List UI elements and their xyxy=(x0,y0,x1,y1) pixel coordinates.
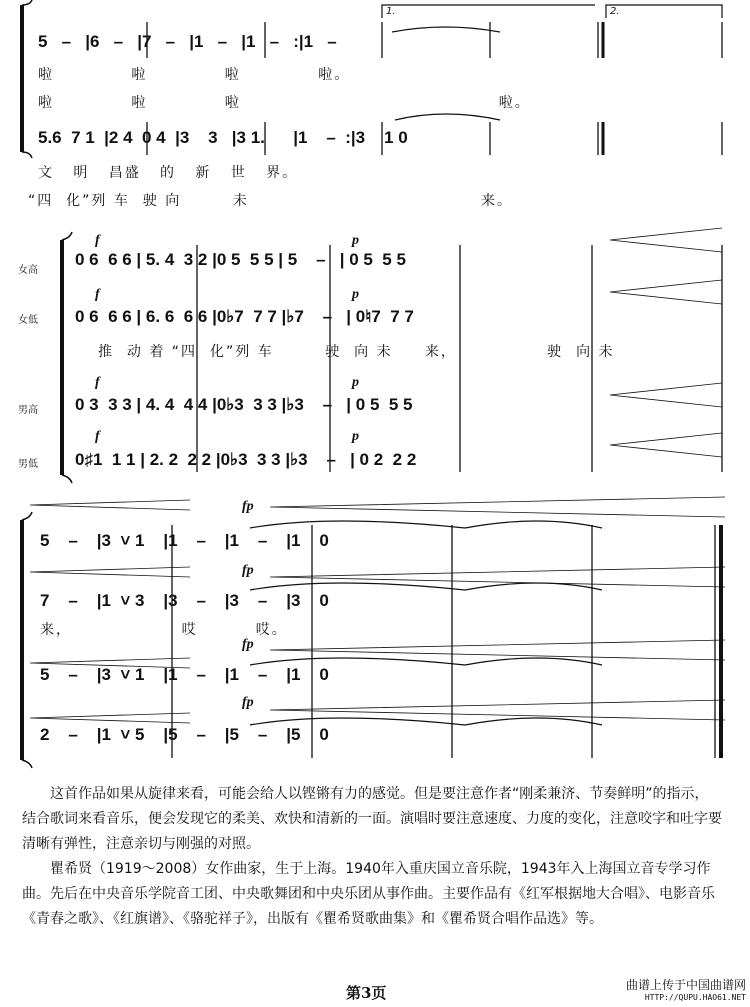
watermark-line-2: HTTP://QUPU.HAO61.NET xyxy=(644,993,746,1002)
part-label-soprano: 女高 xyxy=(18,265,38,276)
paragraph-composer-bio: 瞿希贤（1919～2008）女作曲家，生于上海。1940年入重庆国立音乐院，1943年入上海国立音专学习作曲。先后在中央音乐学院音工团、中央歌舞团和中央乐团从事作曲。主要作品有《红军根据地大合唱》、电影音乐《青春之歌》、《红旗谱》、《骆驼祥子》，出版有《瞿希贤歌曲集》和《瞿希贤合唱作品选》等。 xyxy=(22,861,715,927)
watermark-line-1: 曲谱上传于中国曲谱网 xyxy=(625,978,746,992)
bass-notes: 2 – |1 ˅ 5 |5 – |5 – |5 0 xyxy=(40,725,329,744)
commentary xyxy=(22,782,722,932)
dynamic-piano: p xyxy=(352,375,359,390)
alto-notes: 0 6 6 6 | 6. 6 6 6 |0♭7 7 7 |♭7 – | 0♮7 7 7 xyxy=(75,307,414,326)
alto-notes: 7 – |1 ˅ 3 |3 – |3 – |3 0 xyxy=(40,591,329,610)
bass-notes: 0♯1 1 1 | 2. 2 2 2 |0♭3 3 3 |♭3 – | 0 2 2 2 xyxy=(75,450,417,469)
lyric-line: 推 动 着 “四 化”列 车 驶 向 未 来， 驶 向 未 xyxy=(98,344,615,360)
watermark xyxy=(612,976,746,1002)
lyric-line: 来， 哎 哎。 xyxy=(40,622,288,638)
part-label-bass: 男低 xyxy=(18,459,38,470)
upper-voice-notes: 5 – |6 – |7 – |1 – |1 – :|1 – xyxy=(38,32,337,51)
dynamic-piano: p xyxy=(352,287,359,302)
dynamic-fp: fp xyxy=(242,563,254,578)
soprano-notes: 0 6 6 6 | 5. 4 3 2 |0 5 5 5 | 5 – | 0 5 5 5 xyxy=(75,250,406,269)
upper-lyric-verse-2: 啦 啦 啦 啦。 xyxy=(38,95,531,111)
paragraph-analysis: 这首作品如果从旋律来看，可能会给人以铿锵有力的感觉。但是要注意作者“刚柔兼济、节奏鲜明”的指示，结合歌词来看音乐，便会发现它的柔美、欢快和清新的一面。演唱时要注意速度、力度的变化，注意咬字和吐字要清晰有弹性，注意亲切与刚强的对照。 xyxy=(22,786,722,852)
dynamic-fp: fp xyxy=(242,499,254,514)
volta-2-label: 2. xyxy=(610,6,620,17)
dynamic-piano: p xyxy=(352,233,359,248)
volta-1-label: 1. xyxy=(386,6,396,17)
lower-voice-notes: 5.6 7 1 |2 4 0 4 |3 3 |3 1. |1 – :|3 1 0 xyxy=(38,128,408,147)
system-2 xyxy=(0,225,750,485)
dynamic-fp: fp xyxy=(242,637,254,652)
dynamic-forte: f xyxy=(95,233,100,248)
lower-lyric-verse-1: 文 明 昌盛 的 新 世 界。 xyxy=(38,165,299,181)
upper-lyric-verse-1: 啦 啦 啦 啦。 xyxy=(38,67,351,83)
lower-lyric-verse-2: “四 化”列 车 驶 向 未 来。 xyxy=(28,193,514,209)
system-3 xyxy=(0,495,750,775)
part-label-tenor: 男高 xyxy=(18,405,38,416)
dynamic-fp: fp xyxy=(242,695,254,710)
soprano-notes: 5 – |3 ˅ 1 |1 – |1 – |1 0 xyxy=(40,531,329,550)
dynamic-forte: f xyxy=(95,287,100,302)
tenor-notes: 5 – |3 ˅ 1 |1 – |1 – |1 0 xyxy=(40,665,329,684)
tenor-notes: 0 3 3 3 | 4. 4 4 4 |0♭3 3 3 |♭3 – | 0 5 5 5 xyxy=(75,395,413,414)
page-number: 第3页 xyxy=(346,984,387,1002)
part-label-alto: 女低 xyxy=(18,315,38,326)
dynamic-forte: f xyxy=(95,375,100,390)
dynamic-piano: p xyxy=(352,429,359,444)
system-1 xyxy=(0,0,750,209)
dynamic-forte: f xyxy=(95,429,100,444)
